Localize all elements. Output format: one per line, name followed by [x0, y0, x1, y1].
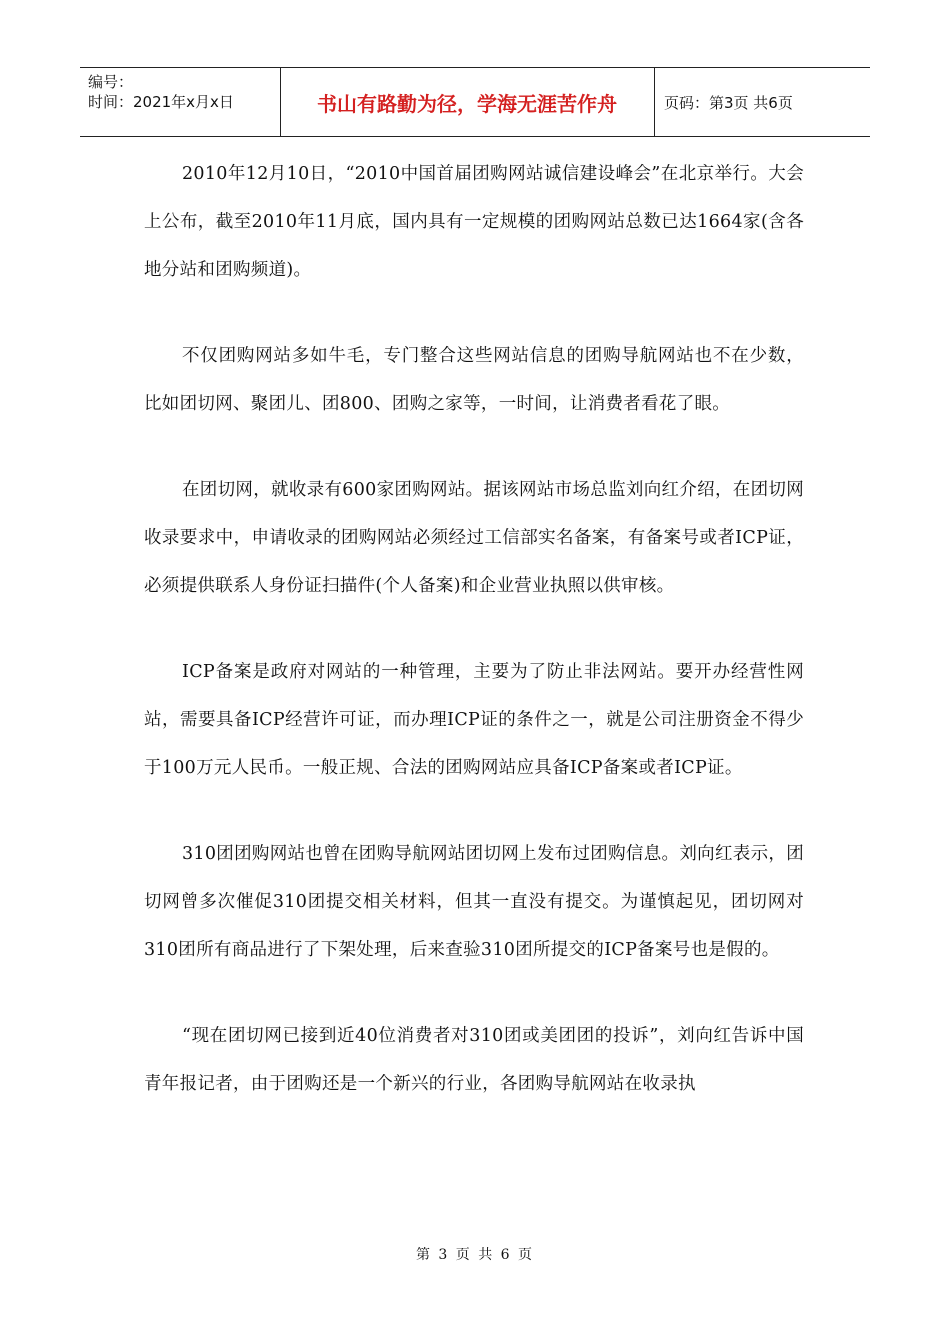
paragraph: 2010年12月10日，“2010中国首届团购网站诚信建设峰会”在北京举行。大会上公布，截至2010年11月底，国内具有一定规模的团购网站总数已达1664家(含各地分站和团购频道)。 — [144, 164, 804, 280]
paragraph: 在团切网，就收录有600家团购网站。据该网站市场总监刘向红介绍，在团切网收录要求中，申请收录的团购网站必须经过工信部实名备案，有备案号或者ICP证，必须提供联系人身份证扫描件(个人备案)和企业营业执照以供审核。 — [144, 480, 804, 596]
number-label: 编号： — [88, 73, 134, 91]
header-meta — [88, 72, 278, 112]
date-label: 时间：2021年x月x日 — [88, 93, 234, 111]
header-table — [80, 67, 870, 137]
paragraph: “现在团切网已接到近40位消费者对310团或美团团的投诉”，刘向红告诉中国青年报记者，由于团购还是一个新兴的行业，各团购导航网站在收录执 — [144, 1026, 804, 1094]
paragraph: 不仅团购网站多如牛毛，专门整合这些网站信息的团购导航网站也不在少数，比如团切网、聚团儿、团800、团购之家等，一时间，让消费者看花了眼。 — [144, 346, 804, 414]
header-page-info: 页码：第3页 共6页 — [664, 93, 793, 112]
header-motto: 书山有路勤为径，学海无涯苦作舟 — [317, 91, 617, 116]
page-footer: 第 3 页 共 6 页 — [415, 1247, 535, 1263]
paragraph: ICP备案是政府对网站的一种管理，主要为了防止非法网站。要开办经营性网站，需要具备ICP经营许可证，而办理ICP证的条件之一，就是公司注册资金不得少于100万元人民币。一般正规、合法的团购网站应具备ICP备案或者ICP证。 — [144, 662, 804, 778]
header-divider — [654, 68, 655, 136]
paragraph: 310团团购网站也曾在团购导航网站团切网上发布过团购信息。刘向红表示，团切网曾多次催促310团提交相关材料，但其一直没有提交。为谨慎起见，团切网对310团所有商品进行了下架处理，后来查验310团所提交的ICP备案号也是假的。 — [144, 844, 804, 960]
document-body — [144, 150, 804, 1146]
